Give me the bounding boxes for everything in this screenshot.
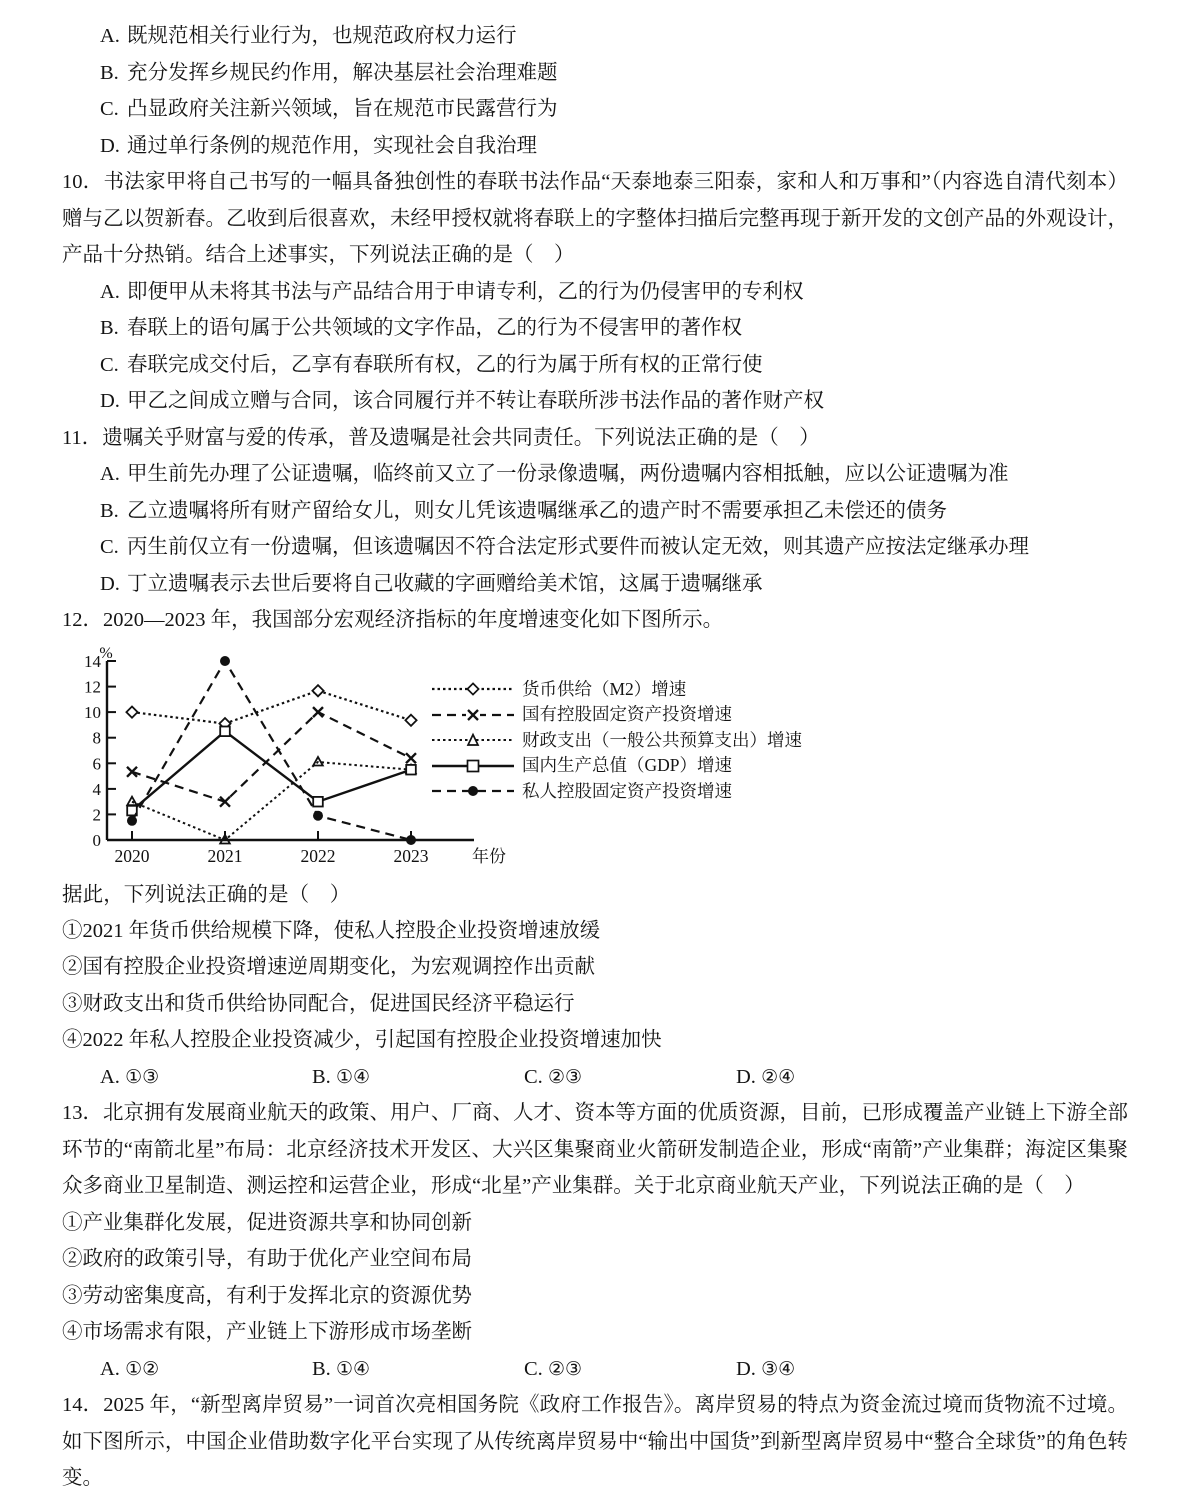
answer-choice-a: A. ①③ xyxy=(100,1065,160,1088)
svg-text:2020: 2020 xyxy=(114,845,150,866)
statement-row: ①产业集群化发展，促进资源共享和协同创新 xyxy=(62,1211,472,1234)
macro-indicators-line-chart xyxy=(62,645,1128,873)
svg-text:2023: 2023 xyxy=(393,845,429,866)
svg-text:10: 10 xyxy=(84,702,101,722)
legend-item xyxy=(430,753,802,779)
svg-text:8: 8 xyxy=(92,728,101,748)
question-stem: 14．2025 年，“新型离岸贸易”一词首次亮相国务院《政府工作报告》。离岸贸易的特点为资金流过境而货物流不过境。如下图所示，中国企业借助数字化平台实现了从传统离岸贸易中“输出中国货”到新型离岸贸易中“整合全球货”的角色转变。 xyxy=(62,1394,1128,1489)
chart-axes xyxy=(107,661,474,840)
option-row xyxy=(62,310,1128,347)
option-row xyxy=(62,493,1128,530)
question-stem: 13．北京拥有发展商业航天的政策、用户、厂商、人才、资本等方面的优质资源，目前，已形成覆盖产业链上下游全部环节的“南箭北星”布局：北京经济技术开发区、大兴区集聚商业火箭研发制造企业，形成“南箭”产业集群；海淀区集聚众多商业卫星制造、测运控和运营企业，形成“北星”产业集群。关于北京商业航天产业，下列说法正确的是（ ） xyxy=(62,1102,1128,1197)
answer-choice-c: C. ②③ xyxy=(524,1065,583,1088)
series-money-supply-m2 xyxy=(126,685,416,729)
question-12 xyxy=(62,602,1128,1095)
option-row xyxy=(62,91,1128,128)
option-text: 充分发挥乡规民约作用，解决基层社会治理难题 xyxy=(127,61,558,84)
page-content xyxy=(62,18,1128,1497)
y-axis-unit-label: % xyxy=(99,644,113,662)
option-letter: D. xyxy=(100,390,120,412)
svg-text:2022: 2022 xyxy=(300,845,336,866)
legend-key-state-holding-investment xyxy=(430,706,516,724)
svg-text:2021: 2021 xyxy=(207,845,243,866)
option-letter: A. xyxy=(100,280,120,303)
svg-text:14: 14 xyxy=(84,651,101,671)
option-text: 凸显政府关注新兴领域，旨在规范市民露营行为 xyxy=(127,98,558,120)
answer-choices-row xyxy=(62,1351,1128,1388)
x-axis-tick-labels xyxy=(115,846,429,866)
statement-row: ③劳动密集度高，有利于发挥北京的资源优势 xyxy=(62,1284,472,1307)
option-row xyxy=(62,55,1128,92)
svg-text:4: 4 xyxy=(92,779,101,799)
option-text: 甲乙之间成立赠与合同，该合同履行并不转让春联所涉书法作品的著作财产权 xyxy=(127,390,824,412)
option-letter: A. xyxy=(100,463,120,485)
option-text: 春联完成交付后，乙享有春联所有权，乙的行为属于所有权的正常行使 xyxy=(127,353,763,376)
answer-choices-row xyxy=(62,1059,1128,1096)
question9-options xyxy=(62,18,1128,164)
answer-choice-a: A. ①② xyxy=(100,1357,160,1380)
svg-text:6: 6 xyxy=(92,753,101,773)
legend-item xyxy=(430,728,802,754)
option-letter: B. xyxy=(100,61,119,84)
option-row xyxy=(62,274,1128,311)
option-letter: B. xyxy=(100,499,119,522)
legend-item xyxy=(430,702,802,728)
y-axis-tick-labels xyxy=(84,652,102,850)
legend-key-money-supply-m2 xyxy=(430,680,516,698)
question-stem: 12．2020—2023 年，我国部分宏观经济指标的年度增速变化如下图所示。 xyxy=(62,609,724,631)
option-text: 乙立遗嘱将所有财产留给女儿，则女儿凭该遗嘱继承乙的遗产时不需要承担乙未偿还的债务 xyxy=(127,499,947,522)
legend-label: 私人控股固定资产投资增速 xyxy=(522,780,732,801)
answer-choice-b: B. ①④ xyxy=(312,1065,371,1088)
option-row xyxy=(62,18,1128,55)
option-row xyxy=(62,456,1128,493)
series-private-holding-investment xyxy=(127,656,416,845)
option-letter: D. xyxy=(100,134,120,157)
option-letter: C. xyxy=(100,536,119,558)
option-letter: C. xyxy=(100,353,119,376)
option-row xyxy=(62,128,1128,165)
option-text: 丙生前仅立有一份遗嘱，但该遗嘱因不符合法定形式要件而被认定无效，则其遗产应按法定继承办理 xyxy=(127,536,1029,558)
legend-key-private-holding-investment xyxy=(430,782,516,800)
option-letter: C. xyxy=(100,98,119,120)
x-axis-label: 年份 xyxy=(472,846,506,866)
question-13 xyxy=(62,1095,1128,1387)
option-letter: A. xyxy=(100,25,120,47)
legend-label: 国内生产总值（GDP）增速 xyxy=(522,755,733,775)
option-letter: B. xyxy=(100,317,119,339)
statement-row: ②政府的政策引导，有助于优化产业空间布局 xyxy=(62,1248,472,1270)
option-text: 丁立遗嘱表示去世后要将自己收藏的字画赠给美术馆，这属于遗嘱继承 xyxy=(127,572,763,595)
legend-item xyxy=(430,677,802,703)
option-text: 甲生前先办理了公证遗嘱，临终前又立了一份录像遗嘱，两份遗嘱内容相抵触，应以公证遗嘱为准 xyxy=(127,463,1009,485)
statement-row: ③财政支出和货币供给协同配合，促进国民经济平稳运行 xyxy=(62,992,575,1015)
option-text: 即便甲从未将其书法与产品结合用于申请专利，乙的行为仍侵害甲的专利权 xyxy=(127,280,804,303)
statement-row: ①2021 年货币供给规模下降，使私人控股企业投资增速放缓 xyxy=(62,919,601,942)
legend-key-fiscal-expenditure xyxy=(430,731,516,749)
question12-lead: 据此，下列说法正确的是（ ） xyxy=(62,883,351,906)
svg-text:2: 2 xyxy=(92,804,101,824)
answer-choice-c: C. ②③ xyxy=(524,1357,583,1380)
svg-text:0: 0 xyxy=(92,830,101,850)
option-letter: D. xyxy=(100,572,120,595)
legend-label: 国有控股固定资产投资增速 xyxy=(522,704,732,724)
option-text: 春联上的语句属于公共领域的文字作品，乙的行为不侵害甲的著作权 xyxy=(127,317,742,339)
option-row xyxy=(62,383,1128,420)
statement-row: ④2022 年私人控股企业投资减少，引起国有控股企业投资增速加快 xyxy=(62,1029,662,1051)
chart-legend xyxy=(430,677,802,805)
option-row xyxy=(62,529,1128,566)
option-row xyxy=(62,347,1128,384)
legend-item xyxy=(430,779,802,805)
series-state-holding-investment xyxy=(127,707,416,807)
statement-row: ②国有控股企业投资增速逆周期变化，为宏观调控作出贡献 xyxy=(62,956,595,978)
legend-label: 财政支出（一般公共预算支出）增速 xyxy=(522,729,802,750)
answer-choice-d: D. ②④ xyxy=(736,1065,796,1088)
question-stem: 10．书法家甲将自己书写的一幅具备独创性的春联书法作品“天泰地泰三阳泰，家和人和万事和”（内容选自清代刻本）赠与乙以贺新春。乙收到后很喜欢，未经甲授权就将春联上的字整体扫描后完整再现于新开发的文创产品的外观设计，产品十分热销。结合上述事实，下列说法正确的是（ ） xyxy=(62,171,1128,266)
answer-choice-b: B. ①④ xyxy=(312,1357,371,1380)
option-text: 通过单行条例的规范作用，实现社会自我治理 xyxy=(127,134,537,157)
option-row xyxy=(62,566,1128,603)
legend-key-gdp-growth xyxy=(430,757,516,775)
answer-choice-d: D. ③④ xyxy=(736,1357,796,1380)
question-10 xyxy=(62,164,1128,420)
option-text: 既规范相关行业行为，也规范政府权力运行 xyxy=(127,25,517,47)
legend-label: 货币供给（M2）增速 xyxy=(522,678,687,699)
question-11 xyxy=(62,420,1128,603)
question-stem: 11．遗嘱关乎财富与爱的传承，普及遗嘱是社会共同责任。下列说法正确的是（ ） xyxy=(62,426,820,449)
question-14 xyxy=(62,1387,1128,1497)
svg-text:12: 12 xyxy=(84,677,101,697)
statement-row: ④市场需求有限，产业链上下游形成市场垄断 xyxy=(62,1321,472,1343)
